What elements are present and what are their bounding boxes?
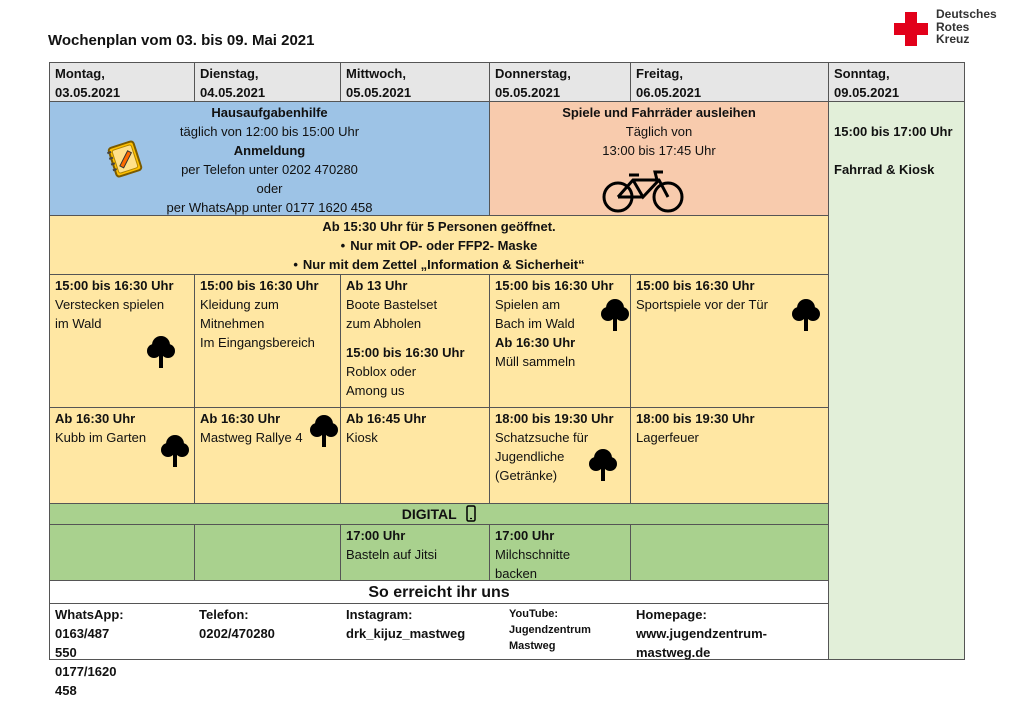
digital-wednesday: 17:00 Uhr Basteln auf Jitsi	[340, 524, 490, 581]
contact-instagram: Instagram: drk_kijuz_mastweg	[346, 607, 466, 641]
row1-wednesday: Ab 13 Uhr Boote Bastelset zum Abholen 15:00 bis 16:30 Uhr Roblox oder Among us	[340, 274, 490, 408]
games-block: Spiele und Fahrräder ausleihen Täglich von 13:00 bis 17:45 Uhr	[489, 101, 829, 216]
header-tuesday: Dienstag, 04.05.2021	[194, 62, 341, 102]
tree-icon	[309, 412, 339, 448]
header-friday: Freitag, 06.05.2021	[630, 62, 829, 102]
contact-whatsapp: WhatsApp: 0163/487 550 0177/1620 458	[55, 607, 124, 698]
digital-tuesday	[194, 524, 341, 581]
logo-text: Deutsches Rotes Kreuz	[936, 7, 997, 46]
digital-thursday: 17:00 Uhr Milchschnitte backen	[489, 524, 631, 581]
header-thursday: Donnerstag, 05.05.2021	[489, 62, 631, 102]
row2-wednesday: Ab 16:45 Uhr Kiosk	[340, 407, 490, 504]
tree-icon	[146, 333, 176, 369]
row1-monday: 15:00 bis 16:30 Uhr Verstecken spielen im Wald	[49, 274, 195, 408]
contact-homepage: Homepage: www.jugendzentrum- mastweg.de	[636, 607, 767, 660]
homework-block: Hausaufgabenhilfe täglich von 12:00 bis 15:00 Uhr Anmeldung per Telefon unter 0202 470280 oder per WhatsApp unter 0177 1620 458	[49, 101, 490, 216]
red-cross-logo	[894, 7, 997, 48]
header-sunday: Sonntag, 09.05.2021	[828, 62, 965, 102]
row2-tuesday: Ab 16:30 Uhr Mastweg Rallye 4	[194, 407, 341, 504]
contact-phone: Telefon: 0202/470280	[199, 607, 275, 641]
notebook-icon	[104, 138, 146, 180]
sunday-column: 15:00 bis 17:00 Uhr Fahrrad & Kiosk	[828, 101, 965, 660]
tree-icon	[600, 296, 630, 332]
tree-icon	[588, 446, 618, 482]
digital-header: DIGITAL	[49, 503, 829, 525]
row1-friday: 15:00 bis 16:30 Uhr Sportspiele vor der Tür	[630, 274, 829, 408]
digital-friday	[630, 524, 829, 581]
contact-youtube: YouTube: Jugendzentrum Mastweg	[509, 608, 591, 652]
header-wednesday: Mittwoch, 05.05.2021	[340, 62, 490, 102]
tree-icon	[791, 296, 821, 332]
header-monday: Montag, 03.05.2021	[49, 62, 195, 102]
bicycle-icon	[601, 168, 685, 214]
row1-tuesday: 15:00 bis 16:30 Uhr Kleidung zum Mitnehmen Im Eingangsbereich	[194, 274, 341, 408]
tree-icon	[160, 432, 190, 468]
page-title: Wochenplan vom 03. bis 09. Mai 2021	[48, 32, 315, 49]
contact-header: So erreicht ihr uns	[49, 580, 829, 604]
phone-icon	[466, 505, 476, 522]
row1-thursday: 15:00 bis 16:30 Uhr Spielen am Bach im Wald Ab 16:30 Uhr Müll sammeln	[489, 274, 631, 408]
row2-friday: 18:00 bis 19:30 Uhr Lagerfeuer	[630, 407, 829, 504]
row2-thursday: 18:00 bis 19:30 Uhr Schatzsuche für Jugendliche (Getränke)	[489, 407, 631, 504]
row2-monday: Ab 16:30 Uhr Kubb im Garten	[49, 407, 195, 504]
red-cross-icon	[894, 12, 928, 46]
digital-monday	[49, 524, 195, 581]
notice-block: Ab 15:30 Uhr für 5 Personen geöffnet. • Nur mit OP- oder FFP2- Maske • Nur mit dem Zettel „Information & Sicherheit“	[49, 215, 829, 275]
